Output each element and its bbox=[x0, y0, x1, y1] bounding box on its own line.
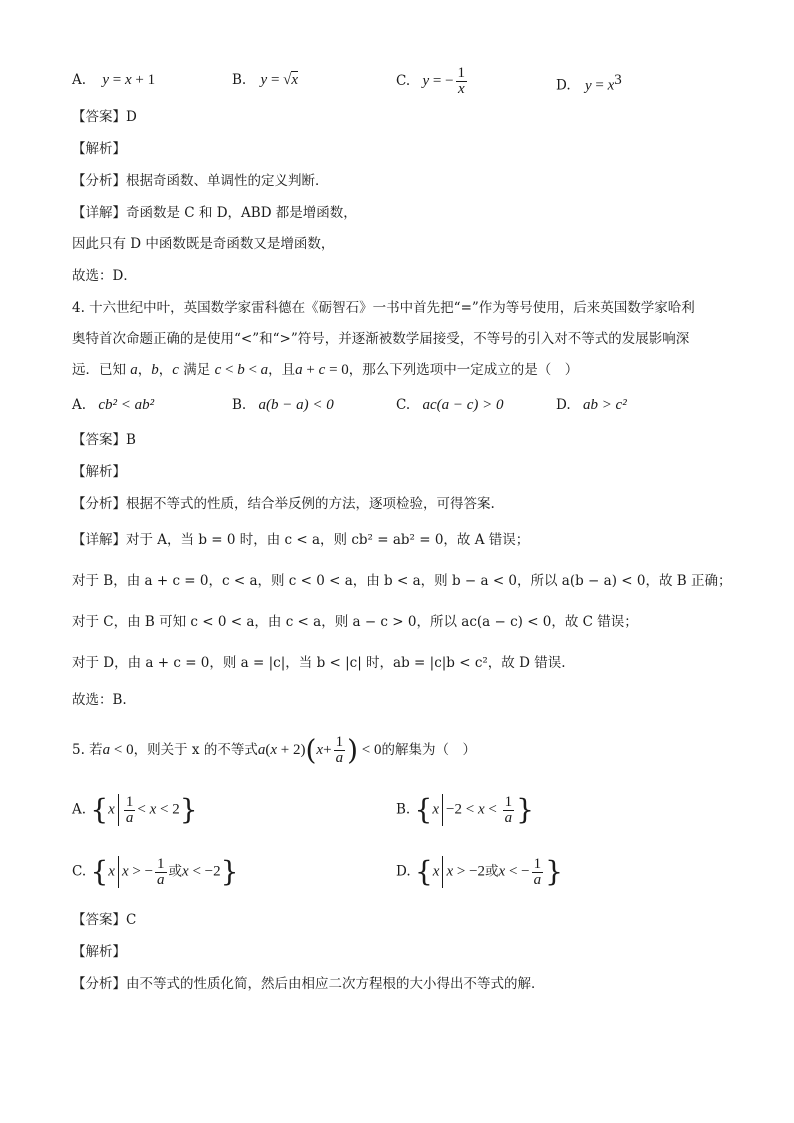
q3-option-d: D. $y = x^3$ bbox=[556, 72, 622, 94]
option-math: cb² < ab² bbox=[98, 397, 155, 413]
q3-xiangjie-1: 【详解】奇函数是 C 和 D，ABD 都是增函数， bbox=[72, 205, 357, 221]
option-label: B. bbox=[232, 397, 247, 413]
q3-analysis-title: 【解析】 bbox=[72, 141, 126, 157]
q3-choice: 故选：D． bbox=[72, 268, 137, 284]
q4-option-a bbox=[72, 395, 154, 415]
q3-xiangjie-2: 因此只有 D 中函数既是奇函数又是增函数， bbox=[72, 236, 335, 252]
q5-option-b: B. {x −2 < x < $\frac{1}{a}$ } bbox=[396, 793, 534, 826]
text: ，则关于 x 的不等式 bbox=[133, 742, 258, 758]
q4-xiangjie-d: 对于 D，由 a + c = 0，则 a = |c|，当 b < |c| 时，ab = |c|b < c²，故 D 错误. bbox=[72, 655, 566, 671]
option-label: C. bbox=[396, 397, 411, 413]
or-text: 或 bbox=[168, 863, 183, 880]
q3-option-b: B. y = √x bbox=[232, 72, 299, 88]
option-label: B. bbox=[232, 72, 247, 88]
option-label: D. bbox=[556, 77, 571, 94]
q5-answer: 【答案】C bbox=[72, 912, 137, 928]
q3-answer: 【答案】D bbox=[72, 109, 137, 125]
q4-xiangjie-b: 对于 B，由 a + c = 0，c < a，则 c < 0 < a，由 b < a，则 b − a < 0，所以 a(b − a) < 0，故 B 正确； bbox=[72, 573, 732, 589]
q4-option-d bbox=[556, 395, 627, 415]
q3-fenxi: 【分析】根据奇函数、单调性的定义判断． bbox=[72, 173, 329, 189]
q3-option-c: C. y = − $\frac{1}{x}$ bbox=[396, 65, 466, 97]
q5-option-a: A. {x $\frac{1}{a}$ < x < 2} bbox=[72, 793, 198, 826]
option-label: A. bbox=[72, 72, 87, 88]
q5-option-d: D. {x x > −2或x < − $\frac{1}{a}$ } bbox=[396, 855, 563, 888]
q4-option-c bbox=[396, 395, 504, 415]
option-label: D. bbox=[556, 397, 571, 413]
text: 5. 若 bbox=[72, 742, 103, 758]
q4-choice: 故选：B. bbox=[72, 692, 127, 708]
option-label: A. bbox=[72, 801, 87, 818]
q4-stem-2: 奥特首次命题正确的是使用“<”和“>”符号，并逐渐被数学届接受，不等号的引入对不等式的发展影响深 bbox=[72, 331, 690, 347]
option-label: B. bbox=[396, 801, 411, 818]
option-label: C. bbox=[72, 863, 87, 880]
option-math: a(b − a) < 0 bbox=[258, 397, 334, 413]
q4-xiangjie-c: 对于 C，由 B 可知 c < 0 < a，由 c < a，则 a − c > 0，所以 ac(a − c) < 0，故 C 错误； bbox=[72, 614, 638, 630]
q4-stem-1: 4. 十六世纪中叶，英国数学家雷科德在《砺智石》一书中首先把“=”作为等号使用，后来英国数学家哈利 bbox=[72, 300, 695, 316]
text: 远．已知 bbox=[72, 362, 126, 378]
q5-option-c: C. {x x > − $\frac{1}{a}$ 或x < −2} bbox=[72, 855, 239, 888]
option-label: D. bbox=[396, 863, 411, 880]
text: 的解集为（ ） bbox=[381, 742, 476, 758]
option-math: y bbox=[102, 72, 110, 88]
option-label: A. bbox=[72, 397, 87, 413]
q5-fenxi: 【分析】由不等式的性质化简，然后由相应二次方程根的大小得出不等式的解． bbox=[72, 976, 545, 992]
option-math: ab > c² bbox=[582, 397, 627, 413]
q4-stem-3: 远．已知 a，b，c 满足 c < b < a，且a + c = 0，那么下列选项中一定成立的是（ ） bbox=[72, 362, 579, 378]
q5-analysis-title: 【解析】 bbox=[72, 944, 126, 960]
q3-option-a: A. y = x + 1 bbox=[72, 72, 156, 88]
option-math: ac(a − c) > 0 bbox=[422, 397, 504, 413]
q4-answer: 【答案】B bbox=[72, 432, 136, 448]
q4-fenxi: 【分析】根据不等式的性质，结合举反例的方法，逐项检验，可得答案. bbox=[72, 496, 495, 512]
q5-stem: 5. 若a < 0，则关于 x 的不等式a(x + 2)(x+ $\frac{1}{a}$ ) < 0的解集为（ ） bbox=[72, 733, 476, 767]
text: 满足 bbox=[183, 362, 211, 378]
or-text: 或 bbox=[485, 863, 499, 880]
q4-option-b bbox=[232, 395, 334, 415]
text: ，且 bbox=[268, 362, 296, 378]
option-label: C. bbox=[396, 73, 411, 89]
q4-analysis-title: 【解析】 bbox=[72, 464, 126, 480]
text: ，那么下列选项中一定成立的是（ ） bbox=[348, 362, 579, 378]
q4-xiangjie-a: 【详解】对于 A，当 b = 0 时，由 c < a，则 cb² = ab² = 0，故 A 错误； bbox=[72, 532, 530, 548]
